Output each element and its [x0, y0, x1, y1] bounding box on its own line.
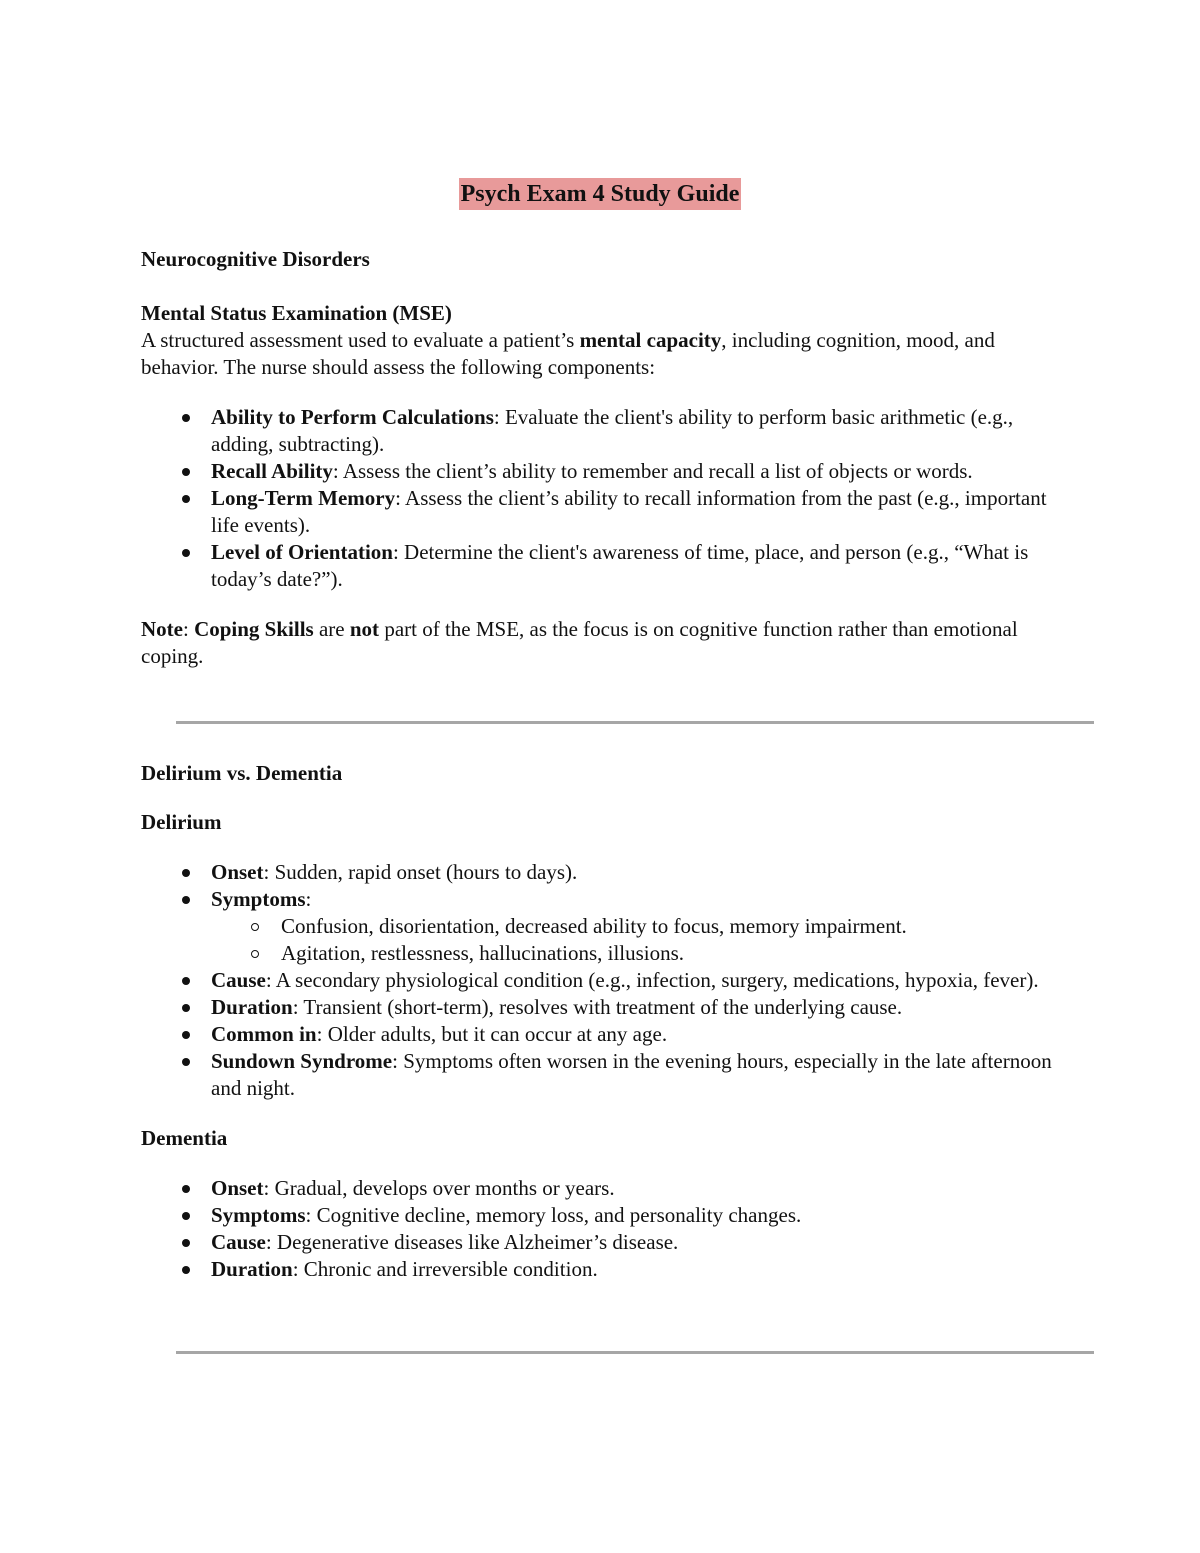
section-heading-neurocognitive: Neurocognitive Disorders	[141, 247, 370, 271]
list-item: Symptoms: Confusion, disorientation, decreased ability to focus, memory impairment. Agitation, restlessness, hallucinations, illusions.	[141, 886, 1071, 967]
document-content	[141, 246, 1071, 1283]
list-item: Duration: Chronic and irreversible condition.	[141, 1256, 1071, 1283]
horizontal-divider	[176, 721, 1094, 724]
list-item: Level of Orientation: Determine the client's awareness of time, place, and person (e.g., “What is today’s date?”).	[141, 539, 1071, 593]
section-heading-delirium-vs-dementia: Delirium vs. Dementia	[141, 761, 343, 785]
list-item: Cause: A secondary physiological condition (e.g., infection, surgery, medications, hypoxia, fever).	[141, 967, 1071, 994]
list-item: Sundown Syndrome: Symptoms often worsen in the evening hours, especially in the late afternoon and night.	[141, 1048, 1071, 1102]
sub-list-item: Confusion, disorientation, decreased ability to focus, memory impairment.	[141, 913, 1071, 940]
list-item: Long-Term Memory: Assess the client’s ability to recall information from the past (e.g., important life events).	[141, 485, 1071, 539]
list-item: Ability to Perform Calculations: Evaluate the client's ability to perform basic arithmetic (e.g., adding, subtracting).	[141, 404, 1071, 458]
mse-intro: A structured assessment used to evaluate a patient’s mental capacity, including cognition, mood, and behavior. The nurse should assess the following components:	[141, 328, 995, 379]
page-title: Psych Exam 4 Study Guide	[459, 178, 742, 210]
dementia-heading: Dementia	[141, 1126, 228, 1150]
list-item: Recall Ability: Assess the client’s ability to remember and recall a list of objects or words.	[141, 458, 1071, 485]
list-item: Onset: Gradual, develops over months or years.	[141, 1175, 1071, 1202]
dementia-list	[141, 1175, 1071, 1283]
list-item: Duration: Transient (short-term), resolves with treatment of the underlying cause.	[141, 994, 1071, 1021]
mse-components-list	[141, 404, 1071, 593]
list-item: Onset: Sudden, rapid onset (hours to days).	[141, 859, 1071, 886]
list-item: Symptoms: Cognitive decline, memory loss, and personality changes.	[141, 1202, 1071, 1229]
delirium-symptoms-sublist	[141, 913, 1071, 967]
mse-heading: Mental Status Examination (MSE)	[141, 301, 452, 325]
horizontal-divider	[176, 1351, 1094, 1354]
mse-note: Note: Coping Skills are not part of the MSE, as the focus is on cognitive function rather than emotional coping.	[141, 617, 1018, 668]
delirium-list	[141, 859, 1071, 1102]
title-container	[0, 178, 1200, 210]
list-item: Cause: Degenerative diseases like Alzheimer’s disease.	[141, 1229, 1071, 1256]
delirium-heading: Delirium	[141, 810, 222, 834]
list-item: Common in: Older adults, but it can occur at any age.	[141, 1021, 1071, 1048]
sub-list-item: Agitation, restlessness, hallucinations, illusions.	[141, 940, 1071, 967]
